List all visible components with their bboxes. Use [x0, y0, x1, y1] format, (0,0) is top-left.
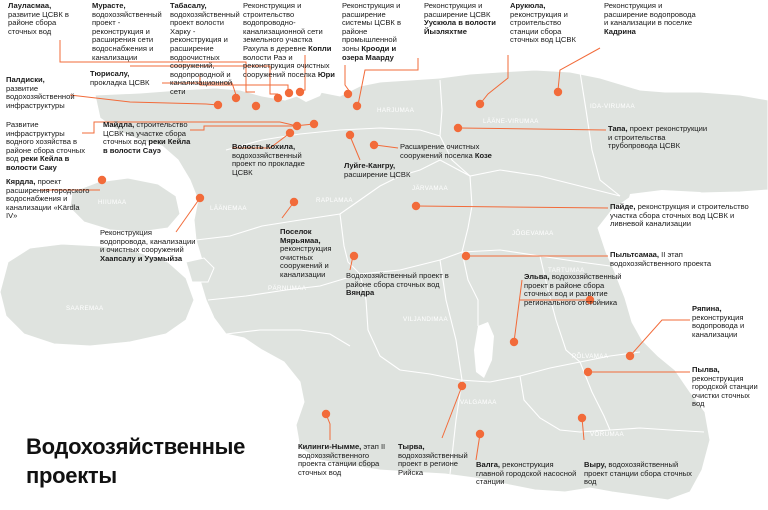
label-tapa: Тапа, проект реконструкции и строительства трубопровода ЦСВК: [608, 124, 708, 151]
marker-vandra[interactable]: [350, 252, 358, 260]
marker-poltsamaa[interactable]: [462, 252, 470, 260]
label-torva: Тырва, водохозяйственный проект в регионе Рийска: [398, 442, 468, 477]
label-haapsalu: Реконструкция водопровода, канализации и очистных сооружений Хаапсалу и Ууэмыйза: [100, 228, 196, 263]
marker-tabasalu[interactable]: [285, 89, 293, 97]
marker-kose[interactable]: [370, 141, 378, 149]
label-tabasalu: Табасалу, водохозяйственный проект волости Харку - реконструкция и расширение водоочистных сооружений, водопроводной и канализационной сети: [170, 1, 240, 96]
county-label: RAPLAMAA: [316, 197, 353, 204]
label-paldiski: Палдиски, развитие водохозяйственной инфраструктуры: [6, 75, 75, 110]
label-laulasmaa: Лауласмаа, развитие ЦСВК в районе сбора сточных вод: [8, 1, 69, 36]
county-label: HARJUMAA: [377, 107, 415, 114]
label-kilingi: Килинги-Нымме, этап II водохозяйственного проекта станции сбора сточных вод: [298, 442, 386, 477]
marker-elva[interactable]: [510, 338, 518, 346]
page-title: [26, 432, 245, 490]
marker-kroodi[interactable]: [344, 90, 352, 98]
label-turisalu: Тюрисалу, прокладка ЦСВК: [90, 69, 150, 87]
label-kohila: Волость Кохила, водохозяйственный проект по прокладке ЦСВК: [232, 142, 305, 177]
label-maidla: Майдла, строительство ЦСВК на участке сбора сточных вод реки Кейла в волости Сауэ: [103, 120, 191, 155]
county-label: PÕLVAMAA: [572, 353, 609, 360]
label-muraste: Мурасте, водохозяйственный проект - реконструкция и расширения сети водоснабжения и канализации: [92, 1, 162, 62]
marker-haapsalu[interactable]: [196, 194, 204, 202]
label-rae: Реконструкция и строительство водопроводно-канализационной сети земельного участка Рахула в деревне Копли волости Раэ и реконструкция очистных сооружений поселка Юри: [243, 1, 335, 79]
marker-luige[interactable]: [346, 131, 354, 139]
county-label: VALGAMAA: [460, 399, 497, 406]
county-label: LÄÄNEMAA: [210, 205, 247, 212]
county-label: TARTUMAA: [548, 267, 585, 274]
leader-line: [345, 65, 350, 92]
label-kose: Расширение очистных сооружений поселка Козе: [400, 142, 492, 160]
county-label: VILJANDIMAA: [403, 316, 448, 323]
title-line-1: Водохозяйственные: [26, 434, 246, 459]
label-kroodi: Реконструкция и расширение системы ЦСВК в районе промышленной зоны Крооди и озера Маарду: [342, 1, 401, 62]
marker-muraste[interactable]: [274, 94, 282, 102]
county-label: LÄÄNE-VIRUMAA: [483, 118, 539, 125]
marker-kardla[interactable]: [98, 176, 106, 184]
marker-uuskula[interactable]: [353, 102, 361, 110]
label-valga: Валга, реконструкция главной городской насосной станции: [476, 460, 577, 487]
marker-aruküla[interactable]: [476, 100, 484, 108]
label-paide: Пайде, реконструкция и строительство участка сбора сточных вод ЦСВК и ливневой канализации: [610, 202, 749, 229]
marker-kohila[interactable]: [286, 129, 294, 137]
label-luige: Луйге-Кангру, расширение ЦСВК: [344, 161, 411, 179]
marker-keila[interactable]: [293, 122, 301, 130]
label-poltsamaa: Пыльтсамаа, II этап водохозяйственного проекта: [610, 250, 712, 268]
title-line-2: проекты: [26, 463, 117, 488]
county-label: JÕGEVAMAA: [512, 230, 554, 237]
marker-laulasmaa[interactable]: [252, 102, 260, 110]
county-label: JÄRVAMAA: [412, 185, 448, 192]
label-polva: Пылва, реконструкция городской станции очистки сточных вод: [692, 365, 758, 409]
marker-torva[interactable]: [458, 382, 466, 390]
county-label: PÄRNUMAA: [268, 285, 307, 292]
marker-paldiski[interactable]: [214, 101, 222, 109]
marker-marjamaa[interactable]: [290, 198, 298, 206]
marker-maidla[interactable]: [310, 120, 318, 128]
county-label: VÕRUMAA: [590, 431, 625, 438]
marker-kilingi[interactable]: [322, 410, 330, 418]
marker-rae[interactable]: [296, 88, 304, 96]
label-keila: Развитие инфраструктуры водного хозяйства в районе сбора сточных вод реки Кейла в волости Саку: [6, 120, 86, 172]
label-kadrina: Реконструкция и расширение водопровода и канализации в поселке Кадрина: [604, 1, 696, 36]
county-label: IDA-VIRUMAA: [590, 103, 635, 110]
label-vandra: Водохозяйственный проект в районе сбора сточных вод Вяндра: [346, 271, 449, 298]
marker-paide[interactable]: [412, 202, 420, 210]
label-rapina: Ряпина, реконструкция водопровода и канализации: [692, 304, 745, 339]
marker-rapina[interactable]: [626, 352, 634, 360]
marker-kadrina[interactable]: [554, 88, 562, 96]
county-label: SAAREMAA: [66, 305, 104, 312]
marker-tapa[interactable]: [454, 124, 462, 132]
label-voru: Выру, водохозяйственный проект станции сбора сточных вод: [584, 460, 692, 487]
marker-polva[interactable]: [584, 368, 592, 376]
marker-valga[interactable]: [476, 430, 484, 438]
label-arukula: Арукюла, реконструкция и строительство станции сбора сточных вод ЦСВК: [510, 1, 576, 45]
marker-voru[interactable]: [578, 414, 586, 422]
label-elva: Эльва, водохозяйственный проект в районе сбора сточных вод и развитие регионального отстойника: [524, 272, 622, 307]
county-label: HIIUMAA: [98, 199, 127, 206]
label-uuskula: Реконструкция и расширение ЦСВК Уускюла в волости Йыэляхтме: [424, 1, 496, 36]
label-marjamaa: Поселок Мярьямаа, реконструкция очистных сооружений и канализации: [280, 227, 332, 279]
label-kardla: Кярдла, проект расширения городского водоснабжения и канализации «Kärdla IV»: [6, 177, 90, 221]
